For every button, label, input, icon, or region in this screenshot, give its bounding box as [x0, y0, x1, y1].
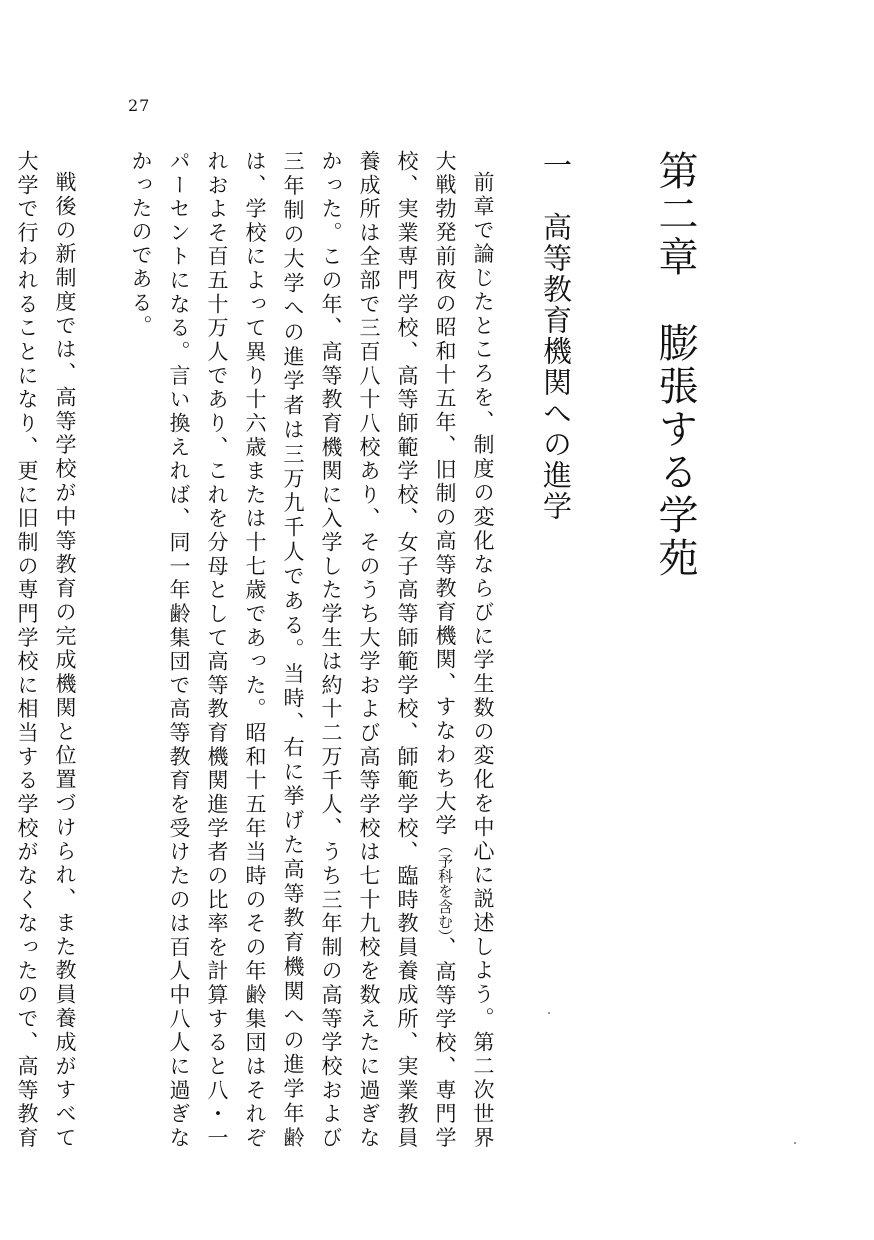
- body-text: [15, 150, 738, 1151]
- scan-speck: [548, 1012, 550, 1014]
- paragraph-2: 戦後の新制度では、高等学校が中等教育の完成機関と位置づけられ、また教員養成がすべて大学で行われることになり、更に旧制の専門学校に相当する学校がなくなったので、高等教育: [15, 150, 77, 1150]
- paragraph-1: [122, 150, 502, 1150]
- paragraph-1-annotation: （予科を含む）: [436, 837, 454, 937]
- paragraph-1-text-a: 前章で論じたところを、制度の変化ならびに学生数の変化を中心に説述しよう。第二次世界大戦勃発前夜の昭和十五年、旧制の高等教育機関、すなわち大学: [433, 150, 495, 1150]
- section-heading: 一 高等教育機関への進学: [539, 150, 573, 522]
- paragraph-1-text-b: 、高等学校、専門学校、実業専門学校、高等師範学校、女子高等師範学校、師範学校、臨時教員養成所、実業教員養成所は全部で三百八十八校あり、そのうち大学および高等学校は七十九校を数えたに過ぎなかった。この年、高等教育機関に入学した学生は約十二万千人、うち三年制の高等学校および三年制の大学への進学者は三万九千人である。当時、右に挙げた高等教育機関への進学年齢は、学校によって異り十六歳または十七歳であった。昭和十五年当時のその年齢集団はそれぞれおよそ百五十万人であり、これを分母として高等教育機関進学者の比率を計算すると八・一パーセントになる。言い換えれば、同一年齢集団で高等教育を受けたのは百人中八人に過ぎなかったのである。: [129, 150, 457, 1151]
- scan-speck: [794, 1142, 796, 1144]
- chapter-title: 第二章 膨張する学苑: [652, 150, 698, 580]
- page-number: 27: [128, 96, 151, 115]
